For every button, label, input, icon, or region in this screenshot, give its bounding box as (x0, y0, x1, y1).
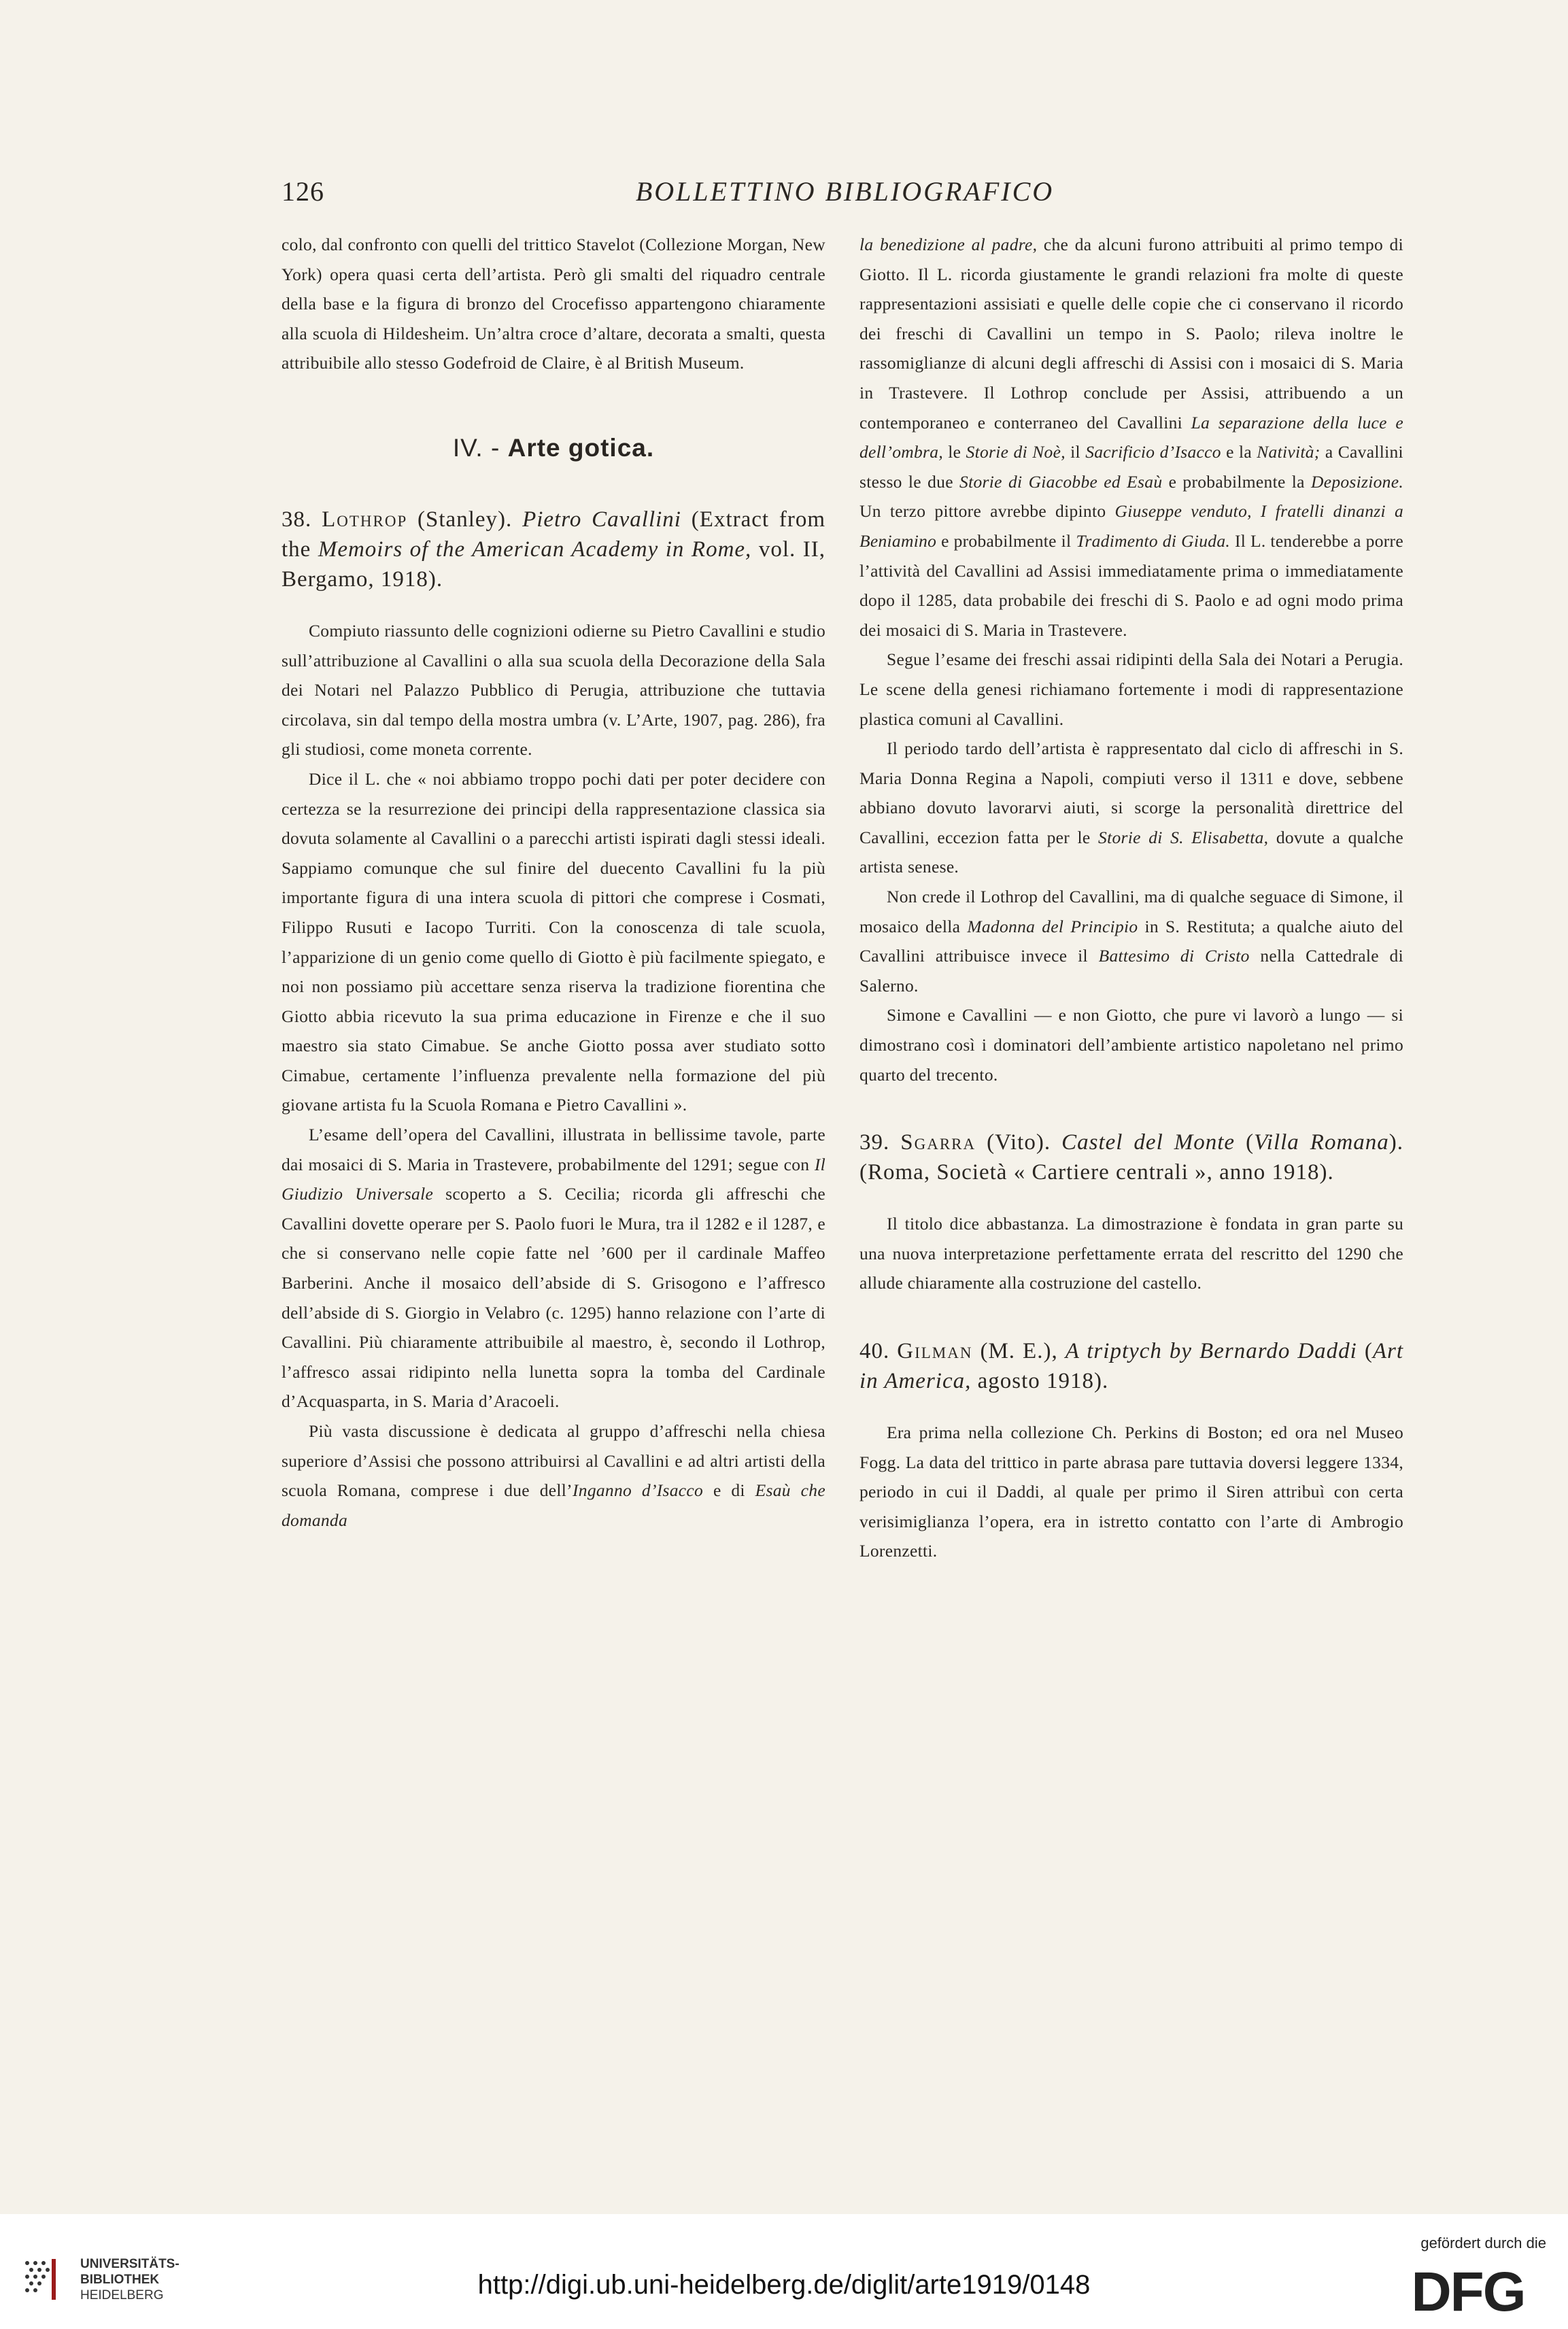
entry-text: ). (Roma, Società « Cartiere centrali », anno 1918). (859, 1130, 1404, 1185)
paragraph-text: e di (713, 1480, 745, 1501)
paragraph-text: il (1070, 442, 1080, 462)
section-title: Arte gotica. (507, 433, 655, 462)
entry-number: 38. (282, 507, 312, 532)
paragraph-text: a Cavallini stesso le due (859, 442, 1403, 492)
entry-text: ( (1364, 1339, 1373, 1363)
paragraph-text: Non crede il Lothrop del Cavallini, ma di qualche seguace di Simone, il mosaico della (859, 887, 1403, 936)
work-title: Sacrificio d’Isacco (1085, 442, 1221, 462)
work-title: Battesimo di Cristo (1098, 946, 1250, 966)
entry-author: Lothrop (322, 507, 408, 532)
paragraph: Segue l’esame dei freschi assai ridipinti della Sala dei Notari a Perugia. Le scene della genesi richiamano fortemente i modi di rappresentazione plastica comuni al Cavallini. (859, 649, 1403, 729)
library-name-line: UNIVERSITÄTS- (80, 2257, 180, 2271)
work-title: Il Giudizio Universale (282, 1154, 825, 1204)
entry-number: 39. (859, 1130, 890, 1155)
paragraph-text: in S. Restituta; a qualche aiuto del Cavallini attribuisce invece il (859, 916, 1403, 966)
paragraph: Compiuto riassunto delle cognizioni odierne su Pietro Cavallini e studio sull’attribuzione al Cavallini o alla sua scuola della Decorazione della Sala dei Notari nel Palazzo Pubblico di Perugia, attribuzione che tuttavia circolava, sin dal tempo della mostra umbra (v. L’Arte, 1907, pag. 286), fra gli studiosi, come moneta corrente. (282, 620, 825, 760)
paragraph-text: nella Cattedrale di Salerno. (859, 946, 1403, 996)
bibliography-entry-39 (859, 1127, 1403, 1187)
paragraph (859, 230, 1403, 645)
paragraph: colo, dal confronto con quelli del trittico Stavelot (Collezione Morgan, New York) opera quasi certa dell’artista. Però gli smalti del riquadro centrale della base e la figura di bronzo del Crocefisso appartengono chiaramente alla scuola di Hildesheim. Un’altra croce d’altare, decorata a smalti, questa attribuibile allo stesso Godefroid de Claire, è al British Museum. (282, 235, 825, 373)
entry-text: (Extract from the (282, 507, 826, 562)
paragraph-text: che da alcuni furono attribuiti al primo tempo di Giotto. Il L. ricorda giustamente le grandi relazioni fra molte di queste rappresentazioni assisiati e quelle delle copie che ci conservano il ricordo dei freschi di Cavallini un tempo in S. Paolo; rileva inoltre le rassomiglianze di alcuni degli affreschi di Assisi con i mosaici di S. Maria in Trastevere. Il Lothrop conclude per Assisi, attribuendo a un contemporaneo e conterraneo del Cavallini (859, 235, 1403, 432)
entry-author-first: (Stanley). (417, 507, 513, 532)
library-name-line: HEIDELBERG (80, 2288, 164, 2302)
work-title: Esaù che domanda (282, 1480, 825, 1530)
paragraph-text: Il L. tenderebbe a porre l’attività del Cavallini ad Assisi immediatamente prima o immediatamente dopo il 1285, data probabile dei freschi di S. Paolo e ad ogni modo prima dei mosaici di S. Maria in Trastevere. (859, 530, 1403, 640)
paragraph: Era prima nella collezione Ch. Perkins di Boston; ed ora nel Museo Fogg. La data del trittico in parte abrasa pare tuttavia doversi leggere 1334, periodo in cui il Daddi, al quale per primo il Siren attribuì con certa verisimiglianza l’opera, era in istretto contatto con l’arte di Ambrogio Lorenzetti. (859, 1423, 1403, 1561)
entry-author-first: (Vito). (987, 1130, 1051, 1155)
paragraph (859, 734, 1403, 882)
paragraph-text: e la (1226, 442, 1252, 462)
paragraph-text: Il periodo tardo dell’artista è rappresentato dal ciclo di affreschi in S. Maria Donna Regina a Napoli, compiuti verso il 1311 e dove, sebbene abbiano dovuto lavorarvi aiuti, si scorge la personalità direttrice del Cavallini, eccezion fatta per le (859, 738, 1403, 847)
work-title: Madonna del Principio (967, 916, 1138, 936)
work-title: Natività; (1257, 442, 1320, 462)
paragraph-text: e probabilmente la (1168, 471, 1305, 492)
entry-author: Sgarra (900, 1130, 976, 1155)
left-column (282, 230, 825, 1535)
paragraph: Dice il L. che « noi abbiamo troppo pochi dati per poter decidere con certezza se la resurrezione dei principi della rappresentazione classica sia dovuta solamente al Cavallini o a parecchi artisti ispirati dagli stessi ideali. Sappiamo comunque che sul finire del duecento Cavallini fu la più importante figura di una intera scuola di pittori che comprese i Cosmati, Filippo Rusuti e Iacopo Turriti. Con la conoscenza di tale scuola, l’apparizione di un genio come quello di Giotto è più facilmente spiegato, e noi non possiamo più accettare senza riserva la tradizione fiorentina che Giotto abbia ricevuto la sua prima educazione in Firenze e che il suo maestro sia stato Cimabue. Se anche Giotto possa aver studiato sotto Cimabue, certamente l’influenza prevalente nella formazione del più giovane artista fu la Scuola Romana e Pietro Cavallini ». (282, 768, 825, 1115)
digitization-footer (0, 2214, 1568, 2329)
paragraph-text: e probabilmente il (941, 530, 1072, 551)
work-title: Storie di S. Elisabetta, (1098, 827, 1269, 847)
work-title: Storie di Giacobbe ed Esaù (959, 471, 1163, 492)
source-url-link[interactable]: http://digi.ub.uni-heidelberg.de/diglit/arte1919/0148 (477, 2270, 1091, 2300)
paragraph: Simone e Cavallini — e non Giotto, che pure vi lavorò a lungo — si dimostrano così i dominatori dell’ambiente artistico napoletano nel primo quarto del trecento. (859, 1005, 1403, 1085)
entry-journal: Art in America, (859, 1339, 1403, 1393)
paragraph-text: le (948, 442, 961, 462)
entry-author: Gilman (897, 1339, 973, 1363)
dfg-logo-icon (1390, 2263, 1546, 2317)
paragraph-text: scoperto a S. Cecilia; ricorda gli affreschi che Cavallini dovette operare per S. Paolo fuori le Mura, tra il 1282 e il 1287, e che si conservano nelle copie fatte nel ’600 per il cardinale Maffeo Barberini. Anche il mosaico dell’abside di S. Grisogono e l’affresco dell’abside di S. Giorgio in Velabro (c. 1295) hanno relazione con l’arte di Cavallini. Più chiaramente attribuibile al maestro, è, secondo il Lothrop, l’affresco assai ridipinto nella lunetta sopra la tomba del Cardinale d’Acquasparta, in S. Maria d’Aracoeli. (282, 1184, 825, 1412)
library-name-line: BIBLIOTHEK (80, 2273, 160, 2287)
paragraph (859, 882, 1403, 1000)
dfg-logo-text: DFG (1411, 2263, 1525, 2317)
work-title: Deposizione. (1310, 471, 1404, 492)
bibliography-entry-40 (859, 1336, 1403, 1396)
work-title: Inganno d’Isacco (572, 1480, 704, 1501)
running-title: BOLLETTINO BIBLIOGRAFICO (635, 176, 1055, 207)
entry-number: 40. (859, 1339, 890, 1363)
paragraph (282, 1120, 825, 1416)
paragraph: Il titolo dice abbastanza. La dimostrazione è fondata in gran parte su una nuova interpretazione perfettamente errata del rescritto del 1290 che allude chiaramente alla costruzione del castello. (859, 1214, 1403, 1293)
paragraph (282, 1416, 825, 1535)
paragraph-text: Più vasta discussione è dedicata al gruppo d’affreschi nella chiesa superiore d’Assisi che possono attribuirsi al Cavallini e ad altri artisti della scuola Romana, comprese i due dell’ (282, 1421, 825, 1501)
entry-title: Castel del Monte (1061, 1130, 1235, 1155)
paragraph-text: Un terzo pittore avrebbe dipinto (859, 501, 1106, 522)
work-title: La separazione della luce e dell’ombra, (859, 412, 1403, 462)
page-header (282, 175, 1408, 216)
entry-author-first: (M. E.), (980, 1339, 1058, 1363)
dfg-caption: gefördert durch die (1420, 2234, 1546, 2251)
entry-title: Pietro Cavallini (522, 507, 681, 532)
work-title: Tradimento di Giuda. (1076, 530, 1231, 551)
right-column (859, 230, 1403, 1566)
work-title: la benedizione al padre, (859, 235, 1038, 254)
entry-title: A triptych by Bernardo Daddi (1065, 1339, 1357, 1363)
paragraph-text: L’esame dell’opera del Cavallini, illustrata in bellissime tavole, parte dai mosaici di S. Maria in Trastevere, probabilmente del 1291; segue con (282, 1125, 825, 1174)
page-number: 126 (282, 176, 324, 207)
work-title: Storie di Noè, (966, 442, 1066, 462)
entry-text: vol. II, Bergamo, 1918). (282, 537, 825, 592)
entry-subtitle: Villa Romana (1254, 1130, 1389, 1155)
paragraph-text: dovute a qualche artista senese. (859, 827, 1403, 877)
section-heading (282, 434, 825, 462)
section-number: IV. - (452, 433, 500, 462)
entry-text: agosto 1918). (977, 1369, 1109, 1393)
bibliography-entry-38 (282, 505, 825, 594)
entry-journal: Memoirs of the American Academy in Rome, (318, 537, 752, 562)
entry-text: ( (1246, 1130, 1255, 1155)
work-title: Giuseppe venduto, I fratelli dinanzi a Beniamino (859, 501, 1403, 551)
